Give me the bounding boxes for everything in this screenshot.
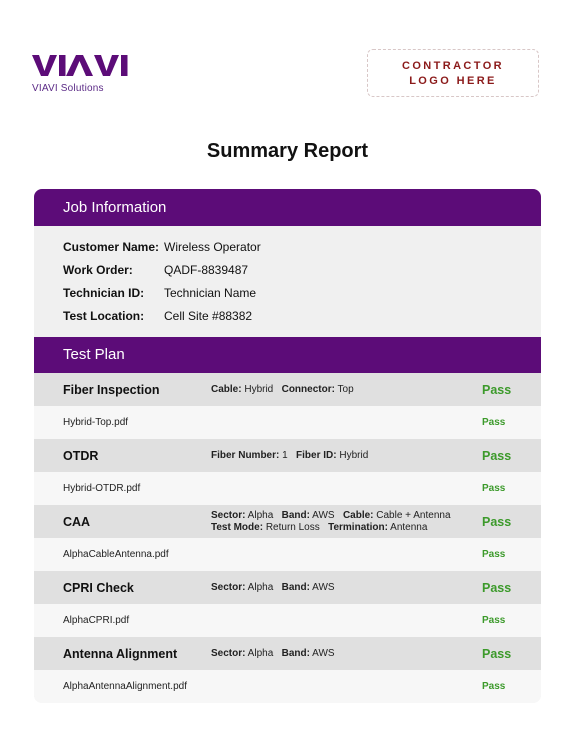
detail-value: AWS	[309, 581, 335, 593]
viavi-logo	[32, 52, 138, 78]
detail-value: Cable + Antenna	[373, 509, 451, 521]
file-pass-status: Pass	[482, 417, 506, 428]
test-details	[211, 582, 335, 594]
test-row	[34, 505, 541, 538]
contractor-line-2: LOGO HERE	[409, 75, 497, 87]
detail-label: Cable:	[342, 509, 374, 521]
test-details	[211, 384, 354, 396]
file-name-link[interactable]: Hybrid-OTDR.pdf	[63, 483, 141, 494]
job-row-technician	[34, 282, 541, 305]
test-name: Fiber Inspection	[63, 382, 160, 397]
job-label: Technician ID:	[63, 286, 145, 300]
file-row	[34, 604, 541, 637]
detail-label: Sector:	[211, 647, 246, 659]
test-row	[34, 373, 541, 406]
detail-label: Cable:	[211, 383, 242, 395]
job-label: Test Location:	[63, 309, 145, 323]
file-row	[34, 472, 541, 505]
detail-label: Fiber Number:	[211, 449, 280, 461]
test-row	[34, 439, 541, 472]
contractor-logo-placeholder	[367, 49, 539, 97]
file-pass-status: Pass	[482, 483, 506, 494]
pass-status: Pass	[482, 646, 512, 661]
detail-label: Band:	[281, 647, 310, 659]
detail-value: Hybrid	[336, 449, 369, 461]
detail-value: Alpha	[245, 647, 274, 659]
file-name-link[interactable]: AlphaAntennaAlignment.pdf	[63, 681, 187, 692]
detail-label: Termination:	[328, 521, 388, 533]
test-plan-list	[34, 373, 541, 703]
job-row-customer	[34, 236, 541, 259]
page-title: Summary Report	[206, 140, 369, 162]
test-details-line	[211, 522, 451, 534]
detail-value: Return Loss	[263, 521, 320, 533]
report-header	[0, 0, 575, 120]
detail-label: Sector:	[211, 581, 246, 593]
test-name: OTDR	[63, 448, 99, 463]
job-information-heading: Job Information	[34, 189, 541, 226]
test-plan-heading: Test Plan	[34, 337, 541, 373]
detail-value: AWS	[309, 647, 335, 659]
file-row	[34, 406, 541, 439]
test-details-line	[211, 582, 335, 594]
test-details	[211, 648, 335, 660]
detail-label: Sector:	[211, 509, 246, 521]
file-name-link[interactable]: Hybrid-Top.pdf	[63, 417, 129, 428]
detail-value: Top	[334, 383, 354, 395]
detail-label: Fiber ID:	[296, 449, 337, 461]
test-name: CAA	[63, 514, 91, 529]
pass-status: Pass	[482, 448, 512, 463]
pass-status: Pass	[482, 580, 512, 595]
test-name: CPRI Check	[63, 580, 134, 595]
detail-value: 1	[279, 449, 288, 461]
viavi-logo-mark	[32, 52, 138, 78]
detail-label: Connector:	[281, 383, 335, 395]
file-row	[34, 670, 541, 703]
test-details-line	[211, 648, 335, 660]
job-row-location	[34, 305, 541, 328]
detail-value: Alpha	[245, 581, 274, 593]
viavi-tagline: VIAVI Solutions	[32, 83, 104, 94]
detail-value: Hybrid	[241, 383, 274, 395]
file-name-link[interactable]: AlphaCPRI.pdf	[63, 615, 130, 626]
detail-label: Band:	[281, 581, 310, 593]
detail-label: Band:	[281, 509, 310, 521]
report-card	[34, 189, 541, 703]
pass-status: Pass	[482, 514, 512, 529]
pass-status: Pass	[482, 382, 512, 397]
detail-value: AWS	[309, 509, 335, 521]
test-details	[211, 510, 451, 534]
job-value: QADF-8839487	[164, 263, 249, 277]
file-name-link[interactable]: AlphaCableAntenna.pdf	[63, 549, 169, 560]
file-pass-status: Pass	[482, 681, 506, 692]
job-value: Cell Site #88382	[164, 309, 253, 323]
job-label: Work Order:	[63, 263, 133, 277]
job-label: Customer Name:	[63, 240, 160, 254]
contractor-line-1: CONTRACTOR	[401, 60, 504, 72]
test-details	[211, 450, 368, 462]
test-details-line	[211, 384, 354, 396]
file-row	[34, 538, 541, 571]
job-information	[34, 226, 541, 337]
test-row	[34, 637, 541, 670]
job-value: Wireless Operator	[164, 240, 261, 254]
file-pass-status: Pass	[482, 615, 506, 626]
job-row-work-order	[34, 259, 541, 282]
test-details-line	[211, 510, 451, 522]
test-name: Antenna Alignment	[63, 646, 178, 661]
detail-value: Alpha	[245, 509, 274, 521]
job-value: Technician Name	[164, 286, 257, 300]
test-row	[34, 571, 541, 604]
detail-value: Antenna	[387, 521, 428, 533]
file-pass-status: Pass	[482, 549, 506, 560]
test-details-line	[211, 450, 368, 462]
detail-label: Test Mode:	[211, 521, 264, 533]
